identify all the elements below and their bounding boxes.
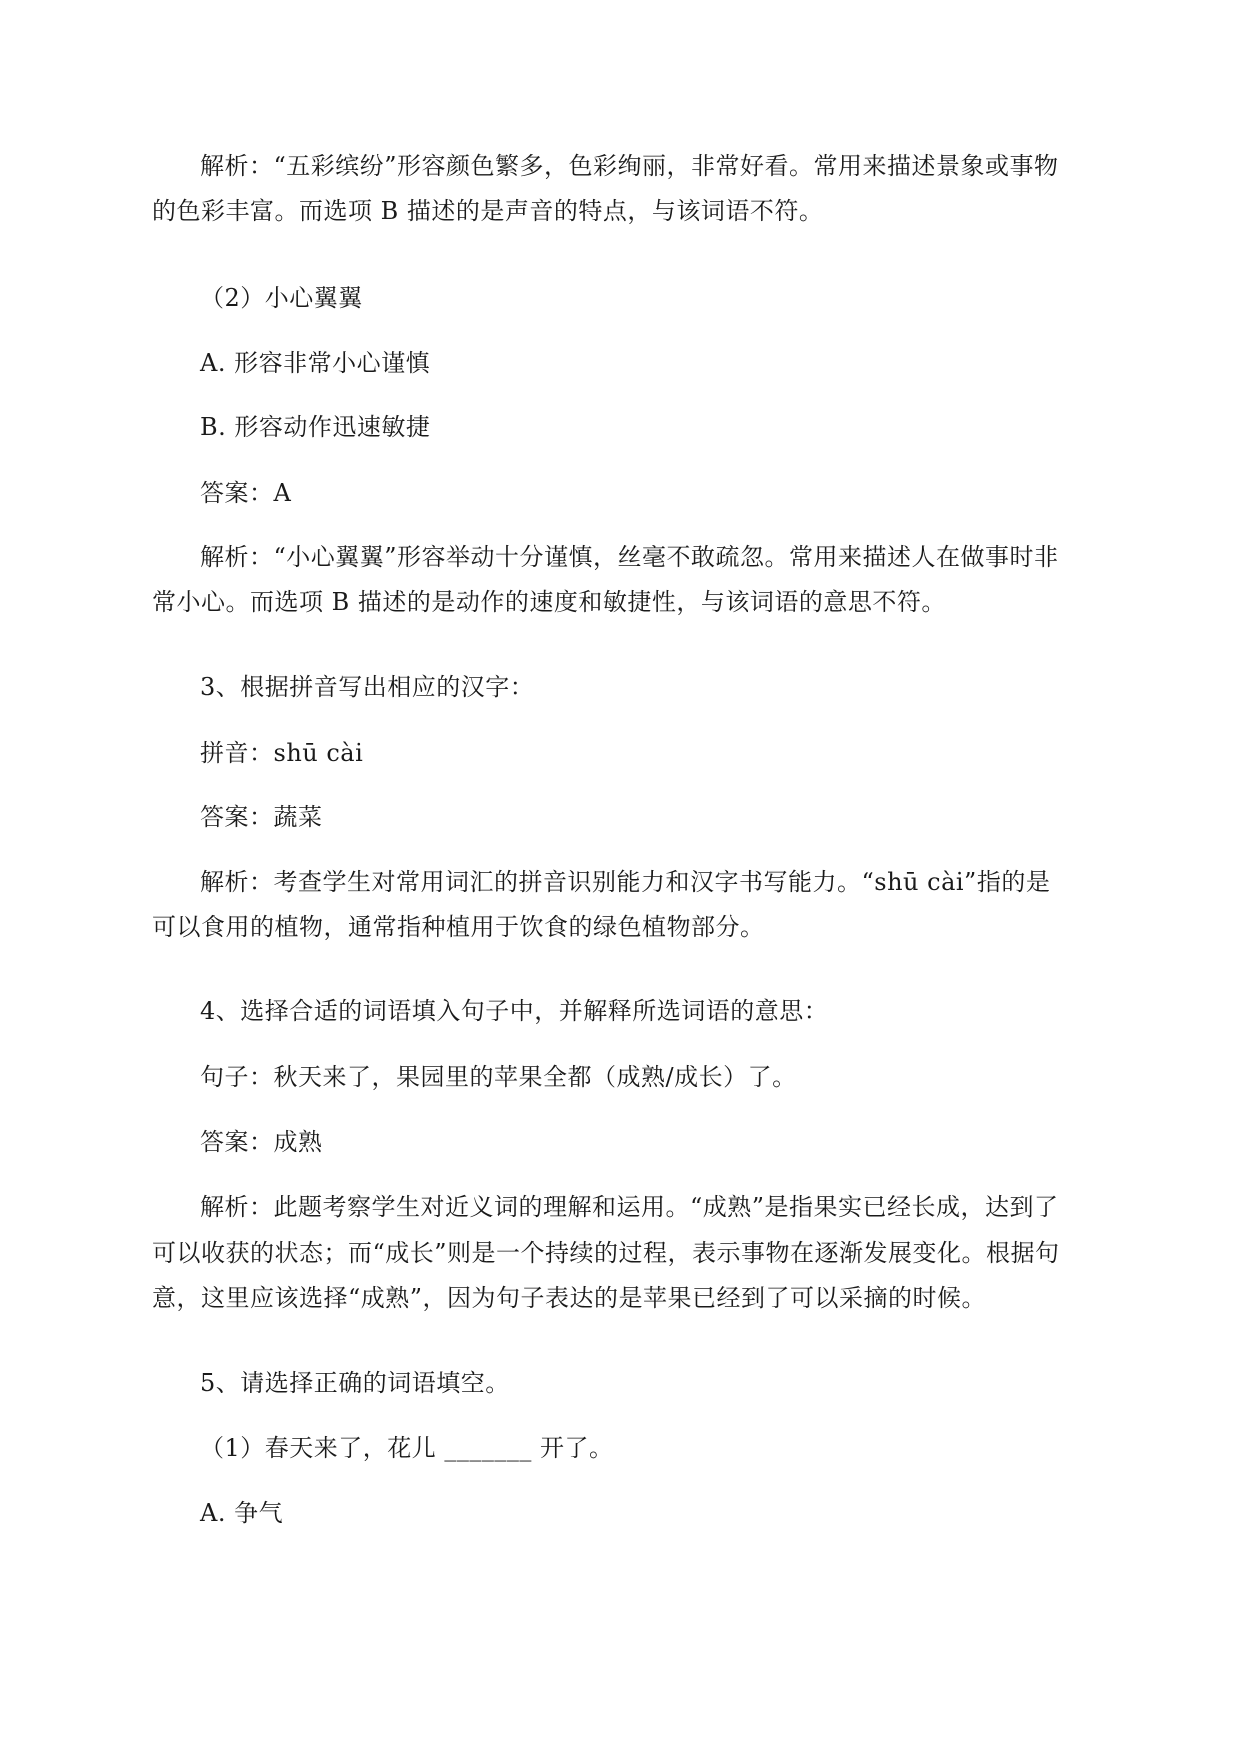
option-a-5: A. 争气 xyxy=(200,1499,284,1527)
option-a: A. 形容非常小心谨慎 xyxy=(200,349,431,377)
answer-3: 答案：蔬菜 xyxy=(200,803,323,831)
pinyin-line: 拼音：shū cài xyxy=(200,739,364,767)
analysis-1-line-1: 解析：“五彩缤纷”形容颜色繁多，色彩绚丽，非常好看。常用来描述景象或事物 xyxy=(200,152,1059,180)
answer-2-2: 答案：A xyxy=(200,479,292,507)
analysis-4-line-2: 可以收获的状态；而“成长”则是一个持续的过程，表示事物在逐渐发展变化。根据句 xyxy=(152,1239,1060,1267)
question-5-title: 5、请选择正确的词语填空。 xyxy=(200,1369,510,1397)
sentence-line: 句子：秋天来了，果园里的苹果全都（成熟/成长）了。 xyxy=(200,1063,797,1091)
question-5-1: （1）春天来了，花儿 _______ 开了。 xyxy=(200,1434,614,1462)
question-3-title: 3、根据拼音写出相应的汉字： xyxy=(200,673,535,701)
answer-4: 答案：成熟 xyxy=(200,1128,323,1156)
analysis-1-line-2: 的色彩丰富。而选项 B 描述的是声音的特点，与该词语不符。 xyxy=(152,197,824,225)
question-2-2-title: （2）小心翼翼 xyxy=(200,284,363,312)
option-b: B. 形容动作迅速敏捷 xyxy=(200,413,431,441)
question-4-title: 4、选择合适的词语填入句子中，并解释所选词语的意思： xyxy=(200,997,829,1025)
analysis-2-line-2: 常小心。而选项 B 描述的是动作的速度和敏捷性，与该词语的意思不符。 xyxy=(152,588,946,616)
analysis-4-line-3: 意，这里应该选择“成熟”，因为句子表达的是苹果已经到了可以采摘的时候。 xyxy=(152,1284,987,1312)
analysis-2-line-1: 解析：“小心翼翼”形容举动十分谨慎，丝毫不敢疏忽。常用来描述人在做事时非 xyxy=(200,543,1059,571)
analysis-4-line-1: 解析：此题考察学生对近义词的理解和运用。“成熟”是指果实已经长成，达到了 xyxy=(200,1193,1059,1221)
analysis-3-line-2: 可以食用的植物，通常指种植用于饮食的绿色植物部分。 xyxy=(152,913,765,941)
analysis-3-line-1: 解析：考查学生对常用词汇的拼音识别能力和汉字书写能力。“shū cài”指的是 xyxy=(200,868,1051,896)
